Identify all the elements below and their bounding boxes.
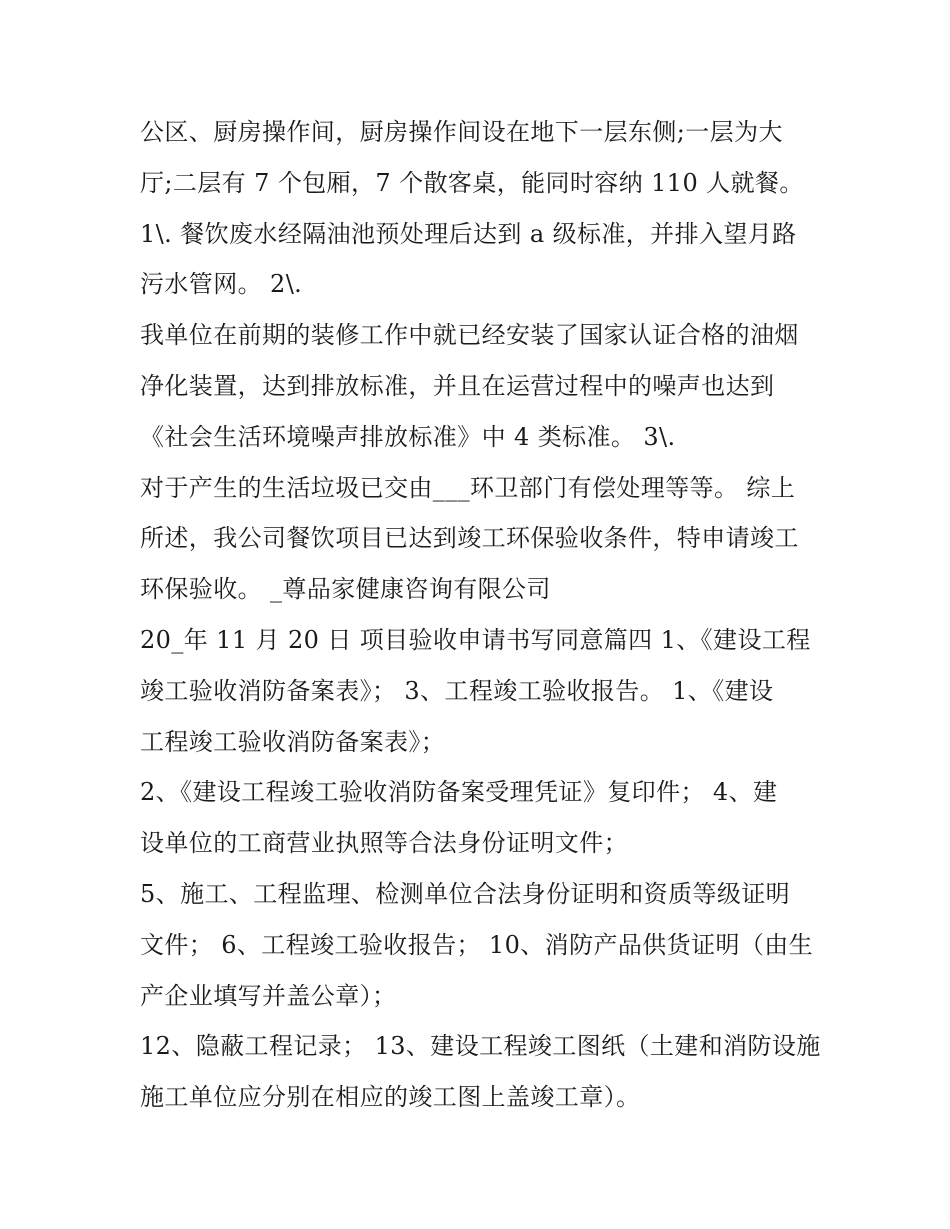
- document-body: [140, 107, 840, 1123]
- text-line: 我单位在前期的装修工作中就已经安装了国家认证合格的油烟: [140, 321, 799, 350]
- text-line: 净化装置，达到排放标准，并且在运营过程中的噪声也达到: [140, 371, 775, 400]
- text-line: 设单位的工商营业执照等合法身份证明文件；: [140, 829, 628, 858]
- text-line: 施工单位应分别在相应的竣工图上盖竣工章）。: [140, 1083, 641, 1112]
- text-line: 污水管网。 2\.: [140, 270, 303, 299]
- text-line: 12、隐蔽工程记录； 13、建设工程竣工图纸（土建和消防设施: [140, 1032, 821, 1061]
- text-line: 环保验收。 _尊品家健康咨询有限公司: [140, 575, 551, 604]
- text-line: 1\. 餐饮废水经隔油池预处理后达到 a 级标准，并排入望月路: [140, 219, 797, 248]
- text-line: 所述，我公司餐饮项目已达到竣工环保验收条件，特申请竣工: [140, 524, 799, 553]
- text-line: 20_年 11 月 20 日 项目验收申请书写同意篇四 1、《建设工程: [140, 625, 811, 654]
- text-line: 公区、厨房操作间，厨房操作间设在地下一层东侧;一层为大: [140, 118, 783, 146]
- text-line: 工程竣工验收消防备案表》；: [140, 727, 446, 756]
- text-line: 产企业填写并盖公章）；: [140, 981, 397, 1010]
- text-line: 2、《建设工程竣工验收消防备案受理凭证》复印件； 4、建: [140, 778, 778, 807]
- text-line: 文件； 6、工程竣工验收报告； 10、消防产品供货证明（由生: [140, 930, 814, 959]
- text-line: 对于产生的生活垃圾已交由___环卫部门有偿处理等等。 综上: [140, 473, 796, 502]
- text-line: 5、施工、工程监理、检测单位合法身份证明和资质等级证明: [140, 879, 791, 908]
- text-line: 竣工验收消防备案表》； 3、工程竣工验收报告。 1、《建设: [140, 676, 774, 705]
- text-line: 厅;二层有 7 个包厢，7 个散客桌，能同时容纳 110 人就餐。: [140, 168, 804, 197]
- text-line: 《社会生活环境噪声排放标准》中 4 类标准。 3\.: [140, 422, 676, 451]
